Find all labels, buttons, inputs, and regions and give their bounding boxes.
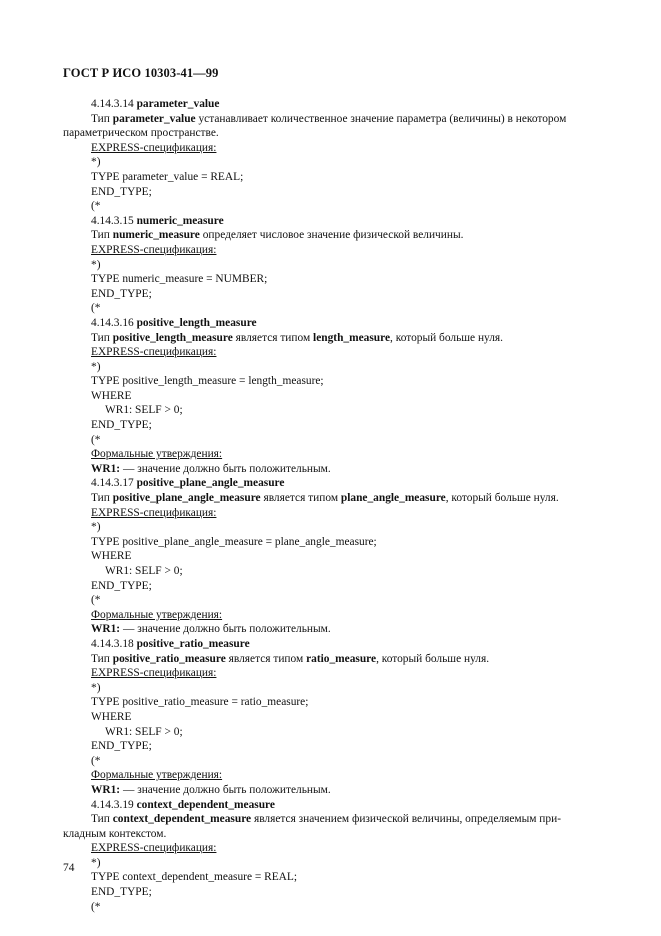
code-line: WR1: SELF > 0;	[105, 725, 183, 738]
section-number: 4.14.3.14	[91, 98, 134, 110]
section-heading	[63, 798, 603, 813]
formal-rule: WR1: — значение должно быть положительным.	[91, 783, 331, 796]
code-line: WHERE	[91, 550, 132, 563]
code-line: TYPE parameter_value = REAL;	[91, 170, 244, 183]
section-number: 4.14.3.15	[91, 214, 134, 227]
description: Тип positive_length_measure является типом length_measure, который больше нуля.	[91, 331, 504, 344]
section-heading	[63, 214, 603, 229]
code-line: END_TYPE;	[91, 579, 152, 592]
code-line: TYPE positive_ratio_measure = ratio_measure;	[91, 696, 309, 709]
code-line: (*	[91, 200, 101, 213]
formal-propositions-label: Формальные утверждения:	[91, 608, 223, 621]
formal-propositions-label: Формальные утверждения:	[91, 769, 223, 782]
express-spec-label: EXPRESS-спецификация:	[91, 243, 217, 256]
section-name: positive_length_measure	[136, 316, 257, 329]
express-spec-label: EXPRESS-спецификация:	[91, 842, 217, 855]
code-line: *)	[91, 521, 101, 534]
code-line: (*	[91, 433, 101, 446]
express-spec-label: EXPRESS-спецификация:	[91, 346, 217, 359]
section-name: context_dependent_measure	[136, 798, 275, 811]
formal-rule: WR1: — значение должно быть положительным.	[91, 623, 331, 636]
description-continuation: кладным контекстом.	[63, 827, 167, 840]
section-number: 4.14.3.19	[91, 798, 134, 811]
section-heading	[63, 476, 603, 491]
description: Тип context_dependent_measure является значением физической величины, определяемым при-	[91, 813, 561, 826]
code-line: TYPE context_dependent_measure = REAL;	[91, 871, 298, 884]
code-line: END_TYPE;	[91, 886, 152, 899]
code-line: *)	[91, 856, 101, 869]
code-line: WHERE	[91, 710, 132, 723]
code-line: WHERE	[91, 389, 132, 402]
code-line: END_TYPE;	[91, 287, 152, 300]
section-name: parameter_value	[136, 98, 220, 110]
section-name: positive_plane_angle_measure	[136, 477, 285, 490]
code-line: TYPE positive_plane_angle_measure = plane_angle_measure;	[91, 535, 377, 548]
section-heading	[63, 97, 603, 112]
code-line: TYPE numeric_measure = NUMBER;	[91, 273, 268, 286]
section-heading	[63, 316, 603, 331]
code-line: (*	[91, 302, 101, 315]
code-line: *)	[91, 258, 101, 271]
code-line: TYPE positive_length_measure = length_measure;	[91, 375, 324, 388]
section-name: numeric_measure	[136, 214, 224, 227]
code-line: END_TYPE;	[91, 740, 152, 753]
standard-header: ГОСТ Р ИСО 10303-41—99	[63, 66, 219, 80]
express-spec-label: EXPRESS-спецификация:	[91, 667, 217, 680]
formal-rule: WR1: — значение должно быть положительным.	[91, 462, 331, 475]
description: Тип positive_plane_angle_measure является типом plane_angle_measure, который больше нуля.	[91, 492, 559, 505]
section-heading	[63, 637, 603, 652]
document-body	[63, 97, 603, 914]
code-line: *)	[91, 156, 101, 169]
section-number: 4.14.3.18	[91, 637, 134, 650]
code-line: (*	[91, 900, 101, 913]
code-line: *)	[91, 360, 101, 373]
code-line: (*	[91, 594, 101, 607]
code-line: *)	[91, 681, 101, 694]
description-continuation: параметрическом пространстве.	[63, 127, 219, 140]
section-number: 4.14.3.16	[91, 316, 134, 329]
code-line: END_TYPE;	[91, 185, 152, 198]
formal-propositions-label: Формальные утверждения:	[91, 448, 223, 461]
page-number: 74	[63, 862, 75, 874]
code-line: WR1: SELF > 0;	[105, 404, 183, 417]
description: Тип positive_ratio_measure является типом ratio_measure, который больше нуля.	[91, 652, 490, 665]
description: Тип numeric_measure определяет числовое значение физической величины.	[91, 229, 464, 242]
code-line: (*	[91, 754, 101, 767]
section-name: positive_ratio_measure	[136, 637, 250, 650]
description: Тип parameter_value устанавливает количественное значение параметра (величины) в некотором	[91, 112, 567, 125]
code-line: END_TYPE;	[91, 419, 152, 432]
section-number: 4.14.3.17	[91, 477, 134, 490]
express-spec-label: EXPRESS-спецификация:	[91, 506, 217, 519]
code-line: WR1: SELF > 0;	[105, 565, 183, 577]
express-spec-label: EXPRESS-спецификация:	[91, 141, 217, 154]
